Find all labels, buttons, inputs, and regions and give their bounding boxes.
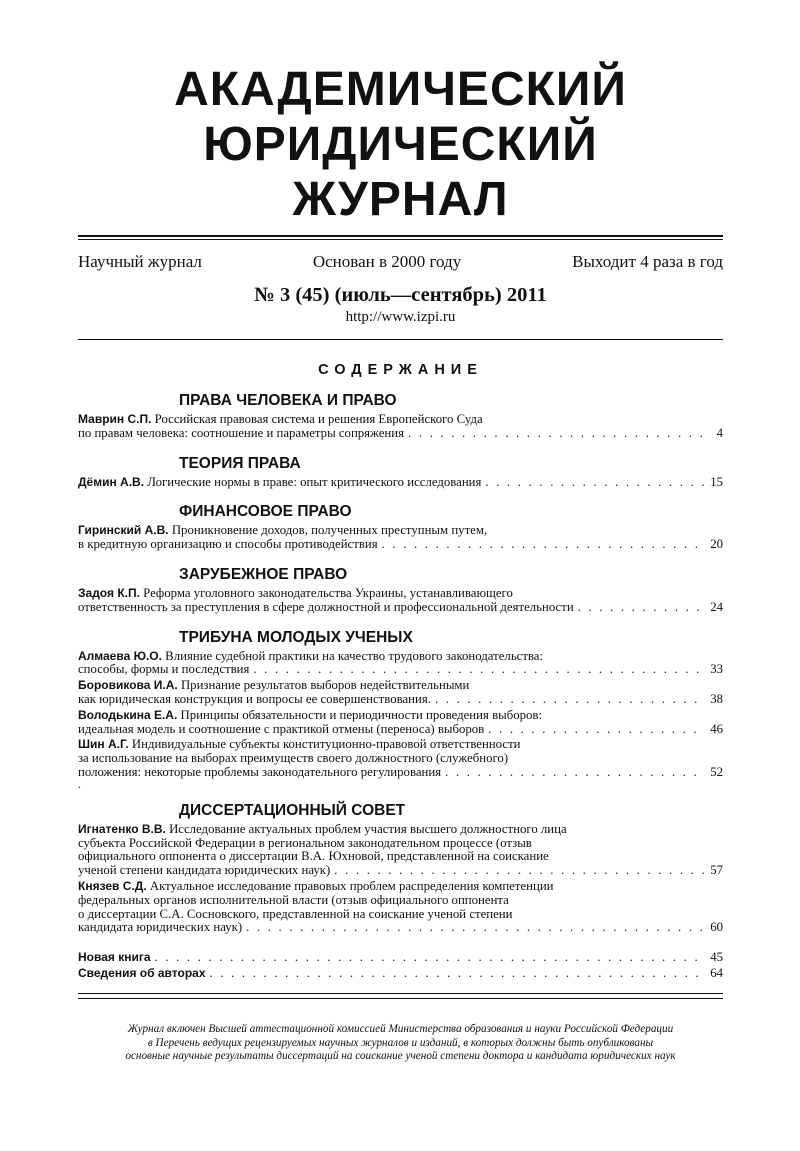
- toc-extras: [78, 949, 723, 981]
- entry-title-line: как юридическая конструкция и вопросы ее совершенствования.: [78, 692, 431, 706]
- entry-title-line: Влияние судебной практики на качество трудового законодательства:: [165, 649, 544, 663]
- toc-section: [78, 502, 723, 552]
- entry-page-number: 33: [710, 662, 723, 677]
- founded-info: Основан в 2000 году: [312, 252, 462, 271]
- extra-label: Сведения об авторах: [78, 966, 206, 981]
- entry-title-line: Индивидуальные субъекты конституционно-правовой ответственности: [131, 738, 521, 752]
- dot-leader: [408, 427, 704, 441]
- entry-text: [78, 894, 509, 908]
- dot-leader: [155, 949, 704, 965]
- dot-leader: [445, 766, 704, 780]
- entry-page-number: 46: [710, 721, 723, 736]
- entry-author: Боровикова И.А.: [78, 679, 178, 693]
- journal-page: [78, 0, 723, 1064]
- entry-line: [78, 738, 723, 752]
- entry-title-line: официального оппонента о диссертации В.А. Юхновой, представленной на соискание: [78, 850, 549, 864]
- dot-leader: [210, 965, 704, 981]
- toc-heading: СОДЕРЖАНИЕ: [318, 362, 483, 378]
- entry-line: [78, 908, 723, 922]
- footer-note: [78, 1023, 723, 1064]
- entry-title-line: по правам человека: соотношение и параметры сопряжения: [78, 426, 405, 440]
- entry-text: [78, 823, 567, 837]
- entry-text: [78, 538, 378, 552]
- entry-author: Алмаева Ю.О.: [78, 649, 162, 663]
- toc-section: [78, 391, 723, 441]
- dot-leader: [382, 538, 704, 552]
- entry-title-line: федеральных органов исполнительной власти (отзыв официального оппонента: [78, 893, 509, 907]
- entry-title-line: в кредитную организацию и способы противодействия: [78, 538, 378, 552]
- entry-text: [78, 908, 513, 922]
- entry-line: [78, 864, 723, 878]
- entry-title-line: Реформа уголовного законодательства Украины, устанавливающего: [143, 586, 513, 600]
- toc-extra-entry[interactable]: [78, 965, 723, 981]
- dot-leader: [435, 693, 704, 707]
- entry-page-number: 38: [710, 691, 723, 706]
- toc-section: [78, 565, 723, 615]
- entry-page-number: 20: [710, 537, 723, 552]
- journal-title: [78, 62, 723, 227]
- entry-text: [78, 709, 542, 723]
- entry-author: Володькина Е.А.: [78, 708, 178, 722]
- entry-title-line: положения: некоторые проблемы законодательного регулирования: [78, 765, 442, 779]
- entry-line: [78, 427, 723, 441]
- entry-author: Князев С.Д.: [78, 879, 147, 893]
- entry-text: [78, 476, 481, 490]
- entry-author: Гиринский А.В.: [78, 524, 169, 538]
- divider: [78, 993, 723, 994]
- entry-title-line: Принципы обязательности и периодичности проведения выборов:: [180, 708, 543, 722]
- toc-entry[interactable]: [78, 476, 723, 490]
- section-title: ФИНАНСОВОЕ ПРАВО: [179, 503, 352, 521]
- toc-section: [78, 454, 723, 490]
- journal-url[interactable]: http://www.izpi.ru: [345, 309, 456, 325]
- entry-author: Шин А.Г.: [78, 738, 129, 752]
- entry-title-line: ответственность за преступления в сфере должностной и профессиональной деятельности: [78, 600, 574, 614]
- entry-text: [78, 864, 330, 878]
- divider: [78, 998, 723, 999]
- entry-title-line: способы, формы и последствия: [78, 663, 250, 677]
- entry-text: [78, 650, 543, 664]
- entry-title-line: о диссертации С.А. Сосновского, представленной на соискание ученой степени: [78, 907, 513, 921]
- dot-leader: [253, 663, 704, 677]
- entry-author: Маврин С.П.: [78, 413, 152, 426]
- entry-title-line: кандидата юридических наук): [78, 921, 243, 935]
- entry-line: [78, 476, 723, 490]
- toc-entry[interactable]: [78, 413, 723, 441]
- entry-text: [78, 524, 487, 538]
- stray-mark: .: [78, 776, 81, 791]
- entry-author: Задоя К.П.: [78, 586, 140, 600]
- entry-line: [78, 823, 723, 837]
- toc-entry[interactable]: [78, 524, 723, 552]
- entry-page-number: 60: [710, 920, 723, 935]
- entry-line: [78, 837, 723, 851]
- entry-text: [78, 587, 513, 601]
- entry-page-number: 45: [710, 950, 723, 965]
- entry-line: [78, 921, 723, 935]
- entry-text: [78, 921, 242, 935]
- entry-author: Дёмин А.В.: [78, 475, 145, 489]
- entry-title-line: ученой степени кандидата юридических наук): [78, 864, 331, 878]
- entry-line: [78, 650, 723, 664]
- entry-text: [78, 679, 469, 693]
- section-title: ЗАРУБЕЖНОЕ ПРАВО: [179, 565, 348, 583]
- entry-text: [78, 413, 483, 427]
- entry-page-number: 4: [716, 425, 723, 440]
- entry-page-number: 57: [710, 863, 723, 878]
- toc-entry[interactable]: [78, 738, 723, 791]
- entry-title-line: Признание результатов выборов недействительными: [180, 679, 470, 693]
- entry-line: [78, 894, 723, 908]
- title-line: ЮРИДИЧЕСКИЙ: [203, 118, 598, 171]
- entry-line: [78, 766, 723, 780]
- entry-line: [78, 587, 723, 601]
- footer-line: Журнал включен Высшей аттестационной комиссией Министерства образования и науки Российской Федерации: [127, 1023, 674, 1036]
- entry-line: [78, 693, 723, 707]
- toc-entry[interactable]: [78, 709, 723, 737]
- entry-page-number: 52: [710, 764, 723, 779]
- entry-page-number: 24: [710, 599, 723, 614]
- entry-title-line: за использование на выборах преимуществ своего должностного (служебного): [78, 752, 509, 766]
- journal-type: Научный журнал: [78, 252, 202, 271]
- section-title: ТЕОРИЯ ПРАВА: [179, 454, 301, 472]
- entry-text: [78, 693, 431, 707]
- entry-text: [78, 601, 574, 615]
- entry-title-line: Российская правовая система и решения Европейского Суда: [154, 413, 483, 426]
- dot-leader: [246, 921, 704, 935]
- entry-line: [78, 850, 723, 864]
- dot-leader: [488, 723, 704, 737]
- masthead-meta: [78, 252, 723, 272]
- section-title: ТРИБУНА МОЛОДЫХ УЧЕНЫХ: [179, 628, 413, 646]
- title-line: АКАДЕМИЧЕСКИЙ: [174, 63, 627, 116]
- entry-text: [78, 427, 404, 441]
- entry-text: [78, 880, 554, 894]
- frequency-info: Выходит 4 раза в год: [572, 252, 723, 271]
- dot-leader: [334, 864, 704, 878]
- entry-line: [78, 524, 723, 538]
- entry-line: [78, 538, 723, 552]
- entry-author: Игнатенко В.В.: [78, 822, 166, 836]
- entry-text: [78, 663, 249, 677]
- issue-number: № 3 (45) (июль—сентябрь) 2011: [254, 284, 547, 306]
- toc-section: [78, 801, 723, 935]
- entry-title-line: Проникновение доходов, полученных преступным путем,: [171, 524, 488, 538]
- toc-entry[interactable]: [78, 823, 723, 878]
- entry-text: [78, 850, 549, 864]
- divider: [78, 235, 723, 240]
- entry-text: [78, 837, 532, 851]
- entry-line: [78, 679, 723, 693]
- entry-text: [78, 766, 441, 780]
- dot-leader: [485, 476, 704, 490]
- section-title: ПРАВА ЧЕЛОВЕКА И ПРАВО: [179, 392, 397, 409]
- entry-text: [78, 752, 508, 766]
- entry-line: [78, 723, 723, 737]
- entry-line: [78, 880, 723, 894]
- entry-page-number: 15: [710, 474, 723, 489]
- footer-line: в Перечень ведущих рецензируемых научных журналов и изданий, в которых должны быть опубликованы: [147, 1036, 654, 1049]
- dot-leader: [578, 601, 704, 615]
- section-title: ДИССЕРТАЦИОННЫЙ СОВЕТ: [179, 801, 406, 819]
- divider: [78, 339, 723, 340]
- entry-text: [78, 723, 484, 737]
- entry-line: [78, 413, 723, 427]
- entry-line: [78, 709, 723, 723]
- title-line: ЖУРНАЛ: [292, 173, 509, 226]
- toc-entry[interactable]: [78, 650, 723, 678]
- toc-entry[interactable]: [78, 880, 723, 935]
- toc-sections: [78, 391, 723, 935]
- entry-title-line: Актуальное исследование правовых проблем распределения компетенции: [149, 879, 554, 893]
- entry-line: [78, 663, 723, 677]
- entry-page-number: 64: [710, 966, 723, 981]
- entry-line: [78, 601, 723, 615]
- toc-section: [78, 628, 723, 791]
- toc-entry[interactable]: [78, 587, 723, 615]
- entry-title-line: субъекта Российской Федерации в региональном законодательном процессе (отзыв: [78, 836, 532, 850]
- entry-title-line: Исследование актуальных проблем участия высшего должностного лица: [169, 822, 567, 836]
- entry-line: [78, 752, 723, 766]
- entry-title-line: идеальная модель и соотношение с практикой отмены (переноса) выборов: [78, 722, 485, 736]
- entry-text: [78, 738, 521, 752]
- entry-title-line: Логические нормы в праве: опыт критического исследования: [147, 475, 482, 489]
- extra-label: Новая книга: [78, 950, 151, 965]
- toc-entry[interactable]: [78, 679, 723, 707]
- footer-line: основные научные результаты диссертаций на соискание ученой степени доктора и кандидата юридических наук: [125, 1050, 676, 1063]
- toc-extra-entry[interactable]: [78, 949, 723, 965]
